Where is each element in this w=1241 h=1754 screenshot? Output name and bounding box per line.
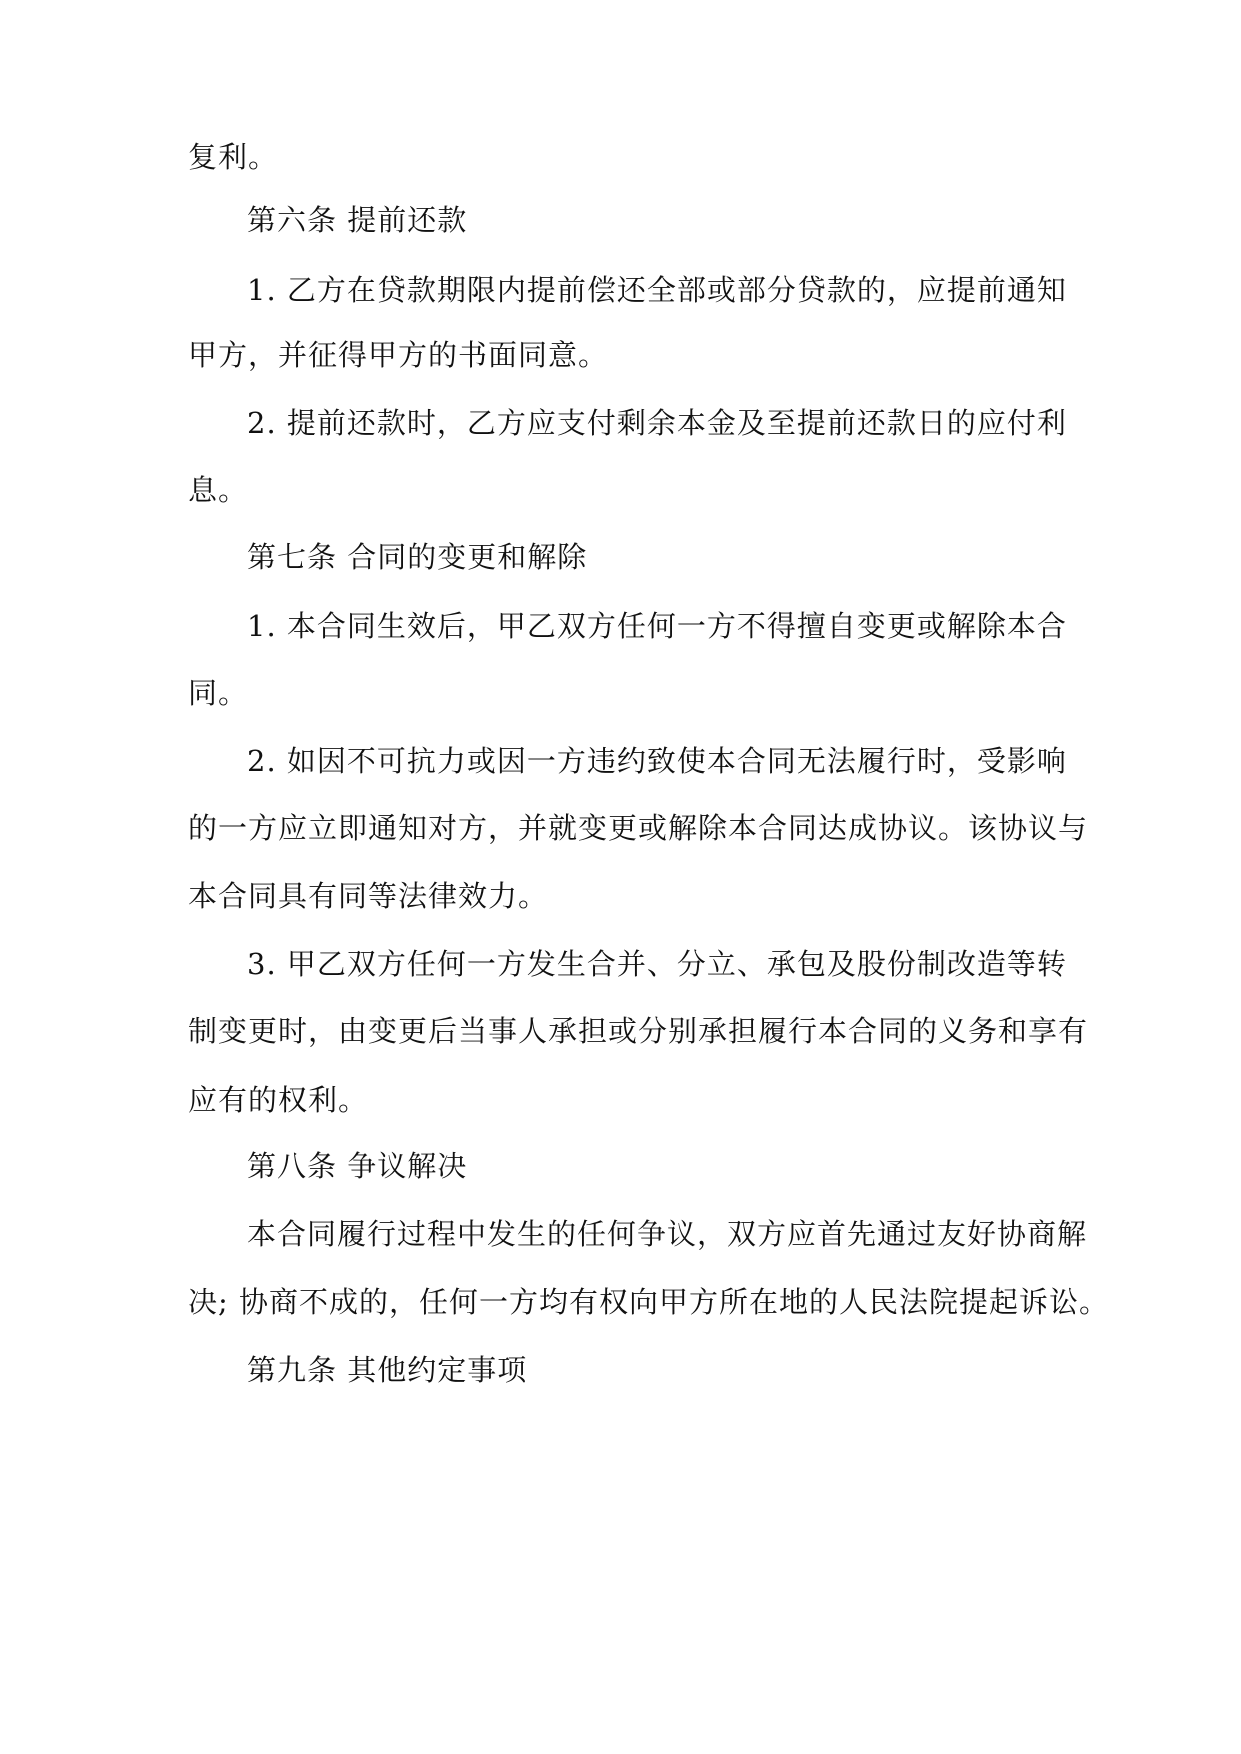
- article-7-item-1-line-1: 1. 本合同生效后，甲乙双方任何一方不得擅自变更或解除本合: [247, 609, 1067, 643]
- article-7-heading: 第七条 合同的变更和解除: [247, 540, 588, 574]
- article-8-body-line-1: 本合同履行过程中发生的任何争议，双方应首先通过友好协商解: [247, 1217, 1088, 1251]
- article-7-item-3-line-3: 应有的权利。: [188, 1083, 369, 1117]
- article-6-item-2-line-1: 2. 提前还款时，乙方应支付剩余本金及至提前还款日的应付利: [247, 406, 1067, 440]
- article-7-item-2-line-1: 2. 如因不可抗力或因一方违约致使本合同无法履行时，受影响: [247, 744, 1067, 778]
- text-line-continuation: 复利。: [188, 140, 279, 174]
- article-7-item-3-line-2: 制变更时，由变更后当事人承担或分别承担履行本合同的义务和享有: [188, 1014, 1089, 1048]
- article-6-heading: 第六条 提前还款: [247, 203, 468, 237]
- article-9-heading: 第九条 其他约定事项: [247, 1353, 528, 1387]
- article-8-body-line-2: 决; 协商不成的，任何一方均有权向甲方所在地的人民法院提起诉讼。: [188, 1285, 1109, 1319]
- article-6-item-2-line-2: 息。: [188, 473, 249, 507]
- article-7-item-1-line-2: 同。: [188, 676, 249, 710]
- article-8-heading: 第八条 争议解决: [247, 1149, 468, 1183]
- article-7-item-2-line-3: 本合同具有同等法律效力。: [188, 879, 549, 913]
- article-6-item-1-line-1: 1. 乙方在贷款期限内提前偿还全部或部分贷款的，应提前通知: [247, 273, 1067, 307]
- article-7-item-3-line-1: 3. 甲乙双方任何一方发生合并、分立、承包及股份制改造等转: [247, 947, 1067, 981]
- article-7-item-2-line-2: 的一方应立即通知对方，并就变更或解除本合同达成协议。该协议与: [188, 811, 1089, 845]
- article-6-item-1-line-2: 甲方，并征得甲方的书面同意。: [188, 338, 609, 372]
